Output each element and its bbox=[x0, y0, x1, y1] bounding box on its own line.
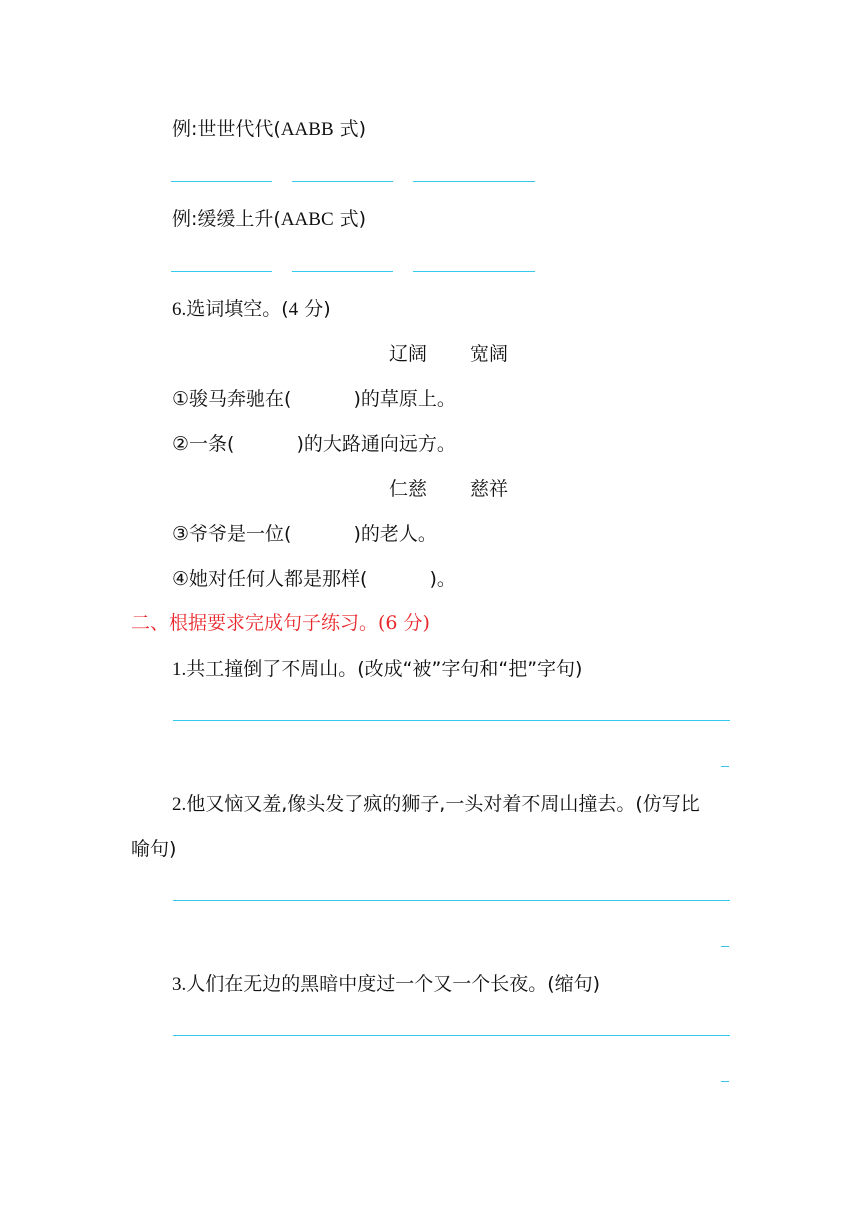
q6-title-text: 选词填空。( bbox=[186, 298, 289, 320]
answer-line-q3-end bbox=[721, 1081, 729, 1082]
example-aabb-suffix: 式) bbox=[333, 118, 367, 140]
example-aabb-pattern: AABB bbox=[280, 119, 334, 140]
q6-title bbox=[172, 297, 331, 322]
q6-item-1-end: )的草原上。 bbox=[353, 388, 456, 410]
s2-question-1 bbox=[172, 657, 582, 682]
answer-line-aabb-3[interactable] bbox=[413, 181, 535, 182]
example-aabc-prefix: 例:缓缓上升( bbox=[172, 208, 281, 230]
q6-item-2 bbox=[172, 432, 456, 456]
answer-line-aabb-2[interactable] bbox=[292, 181, 393, 182]
answer-line-aabc-2[interactable] bbox=[292, 271, 393, 272]
q6-score-suffix: 分) bbox=[298, 298, 331, 320]
answer-line-q2-end bbox=[721, 946, 729, 947]
q6-score-number: 4 bbox=[288, 299, 299, 320]
word-choice-4: 慈祥 bbox=[470, 478, 509, 500]
q6-item-1-start: ①骏马奔驰在( bbox=[172, 388, 292, 410]
word-choice-1: 辽阔 bbox=[389, 343, 428, 365]
s2-q1-number: 1. bbox=[172, 659, 187, 680]
q6-number: 6. bbox=[172, 299, 187, 320]
s2-q1-text: 共工撞倒了不周山。(改成“被”字句和“把”字句) bbox=[186, 658, 583, 680]
answer-line-aabc-3[interactable] bbox=[413, 271, 535, 272]
answer-line-q1-end bbox=[721, 766, 729, 767]
word-choice-3: 仁慈 bbox=[389, 478, 428, 500]
s2-question-3 bbox=[172, 972, 600, 997]
s2-q2-number: 2. bbox=[172, 794, 187, 815]
q6-item-3-start: ③爷爷是一位( bbox=[172, 523, 292, 545]
example-aabc-suffix: 式) bbox=[333, 208, 367, 230]
q6-item-4 bbox=[172, 567, 456, 591]
answer-line-q2[interactable] bbox=[173, 900, 730, 901]
section-2-heading: 二、根据要求完成句子练习。(6 分) bbox=[131, 612, 430, 634]
example-aabc-pattern: AABC bbox=[280, 209, 334, 230]
q6-item-3 bbox=[172, 522, 437, 546]
q6-item-2-end: )的大路通向远方。 bbox=[296, 433, 456, 455]
example-aabb bbox=[172, 117, 366, 142]
s2-q2-text-line-1: 他又恼又羞,像头发了疯的狮子,一头对着不周山撞去。(仿写比 bbox=[186, 793, 700, 815]
answer-line-aabb-1[interactable] bbox=[171, 181, 272, 182]
s2-q2-text-line-2: 喻句) bbox=[131, 838, 177, 860]
answer-line-aabc-1[interactable] bbox=[171, 271, 272, 272]
answer-line-q3[interactable] bbox=[173, 1035, 730, 1036]
s2-q3-number: 3. bbox=[172, 974, 187, 995]
example-aabb-prefix: 例:世世代代( bbox=[172, 118, 281, 140]
q6-item-2-start: ②一条( bbox=[172, 433, 235, 455]
word-choice-2: 宽阔 bbox=[470, 343, 509, 365]
q6-item-3-end: )的老人。 bbox=[353, 523, 437, 545]
q6-item-4-start: ④她对任何人都是那样( bbox=[172, 568, 368, 590]
example-aabc bbox=[172, 207, 366, 232]
s2-question-2 bbox=[172, 792, 700, 817]
q6-item-1 bbox=[172, 387, 456, 411]
s2-q3-text: 人们在无边的黑暗中度过一个又一个长夜。(缩句) bbox=[186, 973, 601, 995]
q6-item-4-end: )。 bbox=[429, 568, 456, 590]
answer-line-q1[interactable] bbox=[173, 720, 730, 721]
